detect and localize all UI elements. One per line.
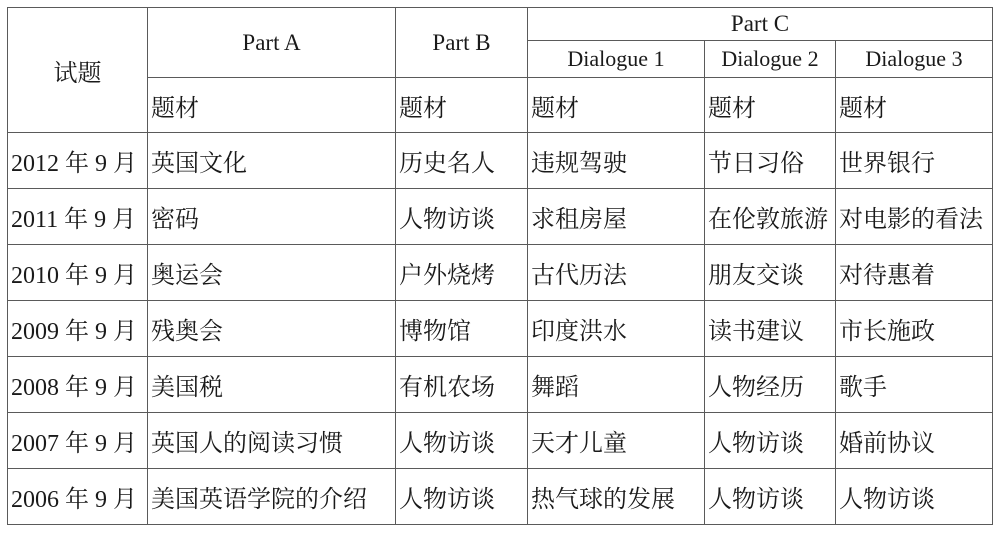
part-a-cell: 英国文化 [148, 133, 396, 189]
part-a-cell: 英国人的阅读习惯 [148, 413, 396, 469]
dialogue-3-cell: 歌手 [836, 357, 993, 413]
part-a-cell: 密码 [148, 189, 396, 245]
header-row-3 [8, 78, 993, 133]
table-row [8, 469, 993, 525]
part-a-header: Part A [148, 8, 396, 78]
topic-label-dialogue-1: 题材 [528, 78, 705, 133]
topic-label-dialogue-3: 题材 [836, 78, 993, 133]
exam-date-cell: 2008 年 9 月 [8, 357, 148, 413]
dialogue-2-cell: 人物访谈 [705, 413, 836, 469]
dialogue-2-cell: 读书建议 [705, 301, 836, 357]
part-a-cell: 奥运会 [148, 245, 396, 301]
dialogue-1-cell: 印度洪水 [528, 301, 705, 357]
table-row [8, 357, 993, 413]
dialogue-3-cell: 人物访谈 [836, 469, 993, 525]
part-a-cell: 残奥会 [148, 301, 396, 357]
dialogue-2-cell: 人物访谈 [705, 469, 836, 525]
part-b-cell: 人物访谈 [396, 413, 528, 469]
dialogue-2-header: Dialogue 2 [705, 41, 836, 78]
topic-label-part-a: 题材 [148, 78, 396, 133]
part-b-cell: 博物馆 [396, 301, 528, 357]
dialogue-1-cell: 求租房屋 [528, 189, 705, 245]
dialogue-2-cell: 人物经历 [705, 357, 836, 413]
part-a-cell: 美国税 [148, 357, 396, 413]
part-b-header: Part B [396, 8, 528, 78]
part-b-cell: 人物访谈 [396, 189, 528, 245]
dialogue-3-cell: 婚前协议 [836, 413, 993, 469]
dialogue-3-cell: 对待惠着 [836, 245, 993, 301]
dialogue-1-cell: 舞蹈 [528, 357, 705, 413]
part-b-cell: 人物访谈 [396, 469, 528, 525]
part-b-cell: 户外烧烤 [396, 245, 528, 301]
part-b-cell: 有机农场 [396, 357, 528, 413]
dialogue-3-cell: 对电影的看法 [836, 189, 993, 245]
dialogue-1-cell: 热气球的发展 [528, 469, 705, 525]
table-row [8, 245, 993, 301]
table-row [8, 133, 993, 189]
dialogue-3-header: Dialogue 3 [836, 41, 993, 78]
dialogue-1-header: Dialogue 1 [528, 41, 705, 78]
topic-label-dialogue-2: 题材 [705, 78, 836, 133]
exam-date-cell: 2012 年 9 月 [8, 133, 148, 189]
exam-date-cell: 2009 年 9 月 [8, 301, 148, 357]
dialogue-1-cell: 违规驾驶 [528, 133, 705, 189]
part-b-cell: 历史名人 [396, 133, 528, 189]
dialogue-1-cell: 天才儿童 [528, 413, 705, 469]
header-row-1 [8, 8, 993, 41]
dialogue-2-cell: 节日习俗 [705, 133, 836, 189]
part-c-header: Part C [528, 8, 993, 41]
table-row [8, 189, 993, 245]
dialogue-2-cell: 在伦敦旅游 [705, 189, 836, 245]
exam-date-cell: 2010 年 9 月 [8, 245, 148, 301]
exam-column-header: 试题 [8, 8, 148, 133]
dialogue-3-cell: 世界银行 [836, 133, 993, 189]
exam-topics-table [7, 7, 993, 525]
part-a-cell: 美国英语学院的介绍 [148, 469, 396, 525]
dialogue-2-cell: 朋友交谈 [705, 245, 836, 301]
exam-date-cell: 2007 年 9 月 [8, 413, 148, 469]
exam-date-cell: 2006 年 9 月 [8, 469, 148, 525]
topic-label-part-b: 题材 [396, 78, 528, 133]
dialogue-1-cell: 古代历法 [528, 245, 705, 301]
table-row [8, 413, 993, 469]
dialogue-3-cell: 市长施政 [836, 301, 993, 357]
exam-date-cell: 2011 年 9 月 [8, 189, 148, 245]
table-row [8, 301, 993, 357]
